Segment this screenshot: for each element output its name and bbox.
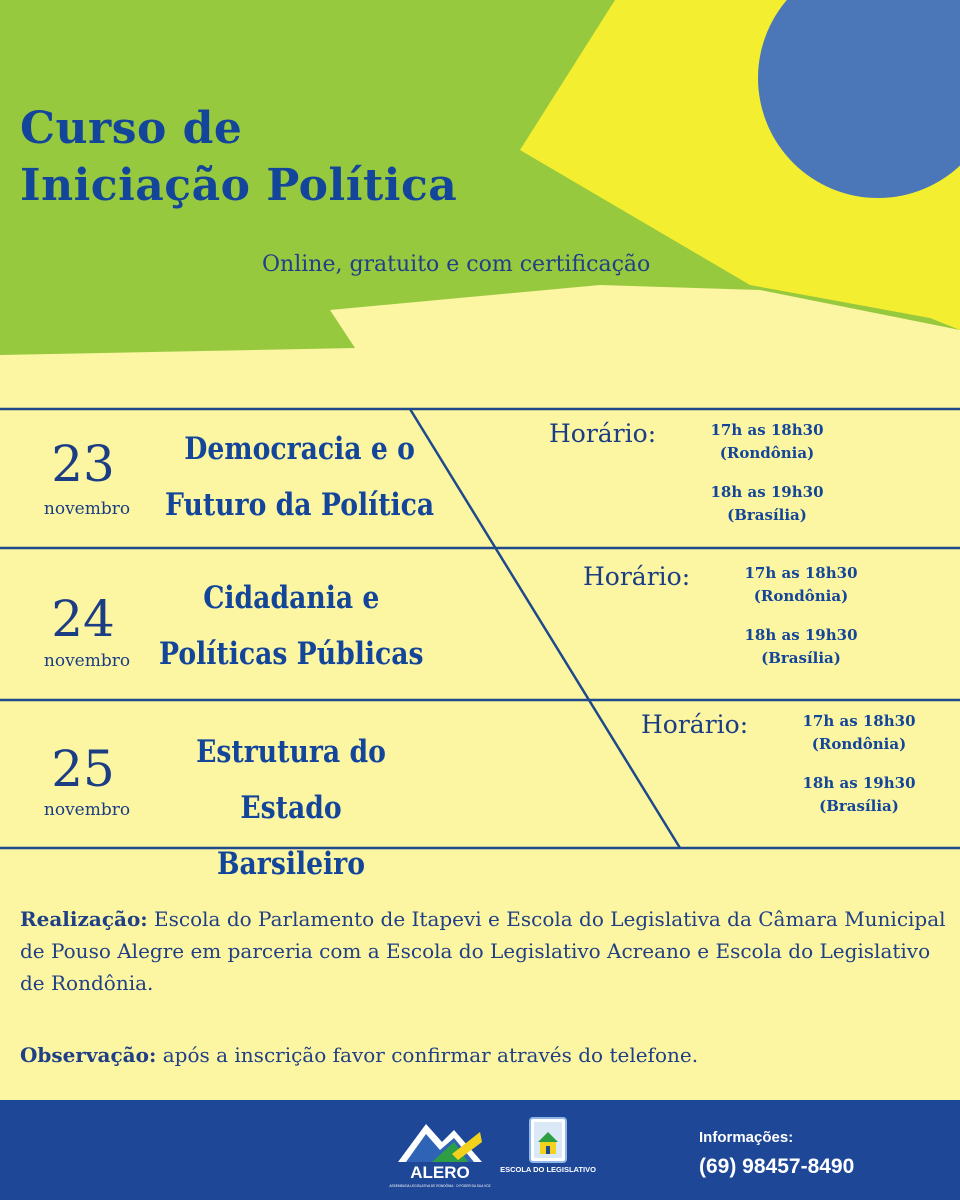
observacao-body: após a inscrição favor confirmar através do telefone. xyxy=(156,1043,699,1067)
session-day: 24 xyxy=(51,590,115,648)
topic-line-1: Cidadania e xyxy=(203,580,380,616)
session-row-2 xyxy=(0,548,960,688)
phone-number[interactable]: (69) 98457-8490 xyxy=(699,1155,855,1178)
session-row-1 xyxy=(0,409,960,549)
session-topic xyxy=(162,724,420,892)
horario-label: Horário: xyxy=(583,562,691,591)
time-zone: (Brasília) xyxy=(819,797,899,815)
topic-line-2: Estado Barsileiro xyxy=(216,790,366,882)
observacao-label: Observação: xyxy=(20,1043,157,1067)
subtitle: Online, gratuito e com certificação xyxy=(262,252,651,277)
session-day: 25 xyxy=(51,740,115,798)
time-brasilia xyxy=(728,624,874,670)
time-zone: (Rondônia) xyxy=(811,735,907,753)
time-zone: (Brasília) xyxy=(727,506,807,524)
session-month: novembro xyxy=(43,499,131,519)
info-label: Informações: xyxy=(699,1129,794,1146)
topic-line-2: Políticas Públicas xyxy=(159,636,424,672)
alero-logo xyxy=(389,1108,491,1194)
time-value: 18h as 19h30 xyxy=(802,774,916,792)
session-row-3 xyxy=(0,700,960,882)
time-rondonia xyxy=(728,562,874,608)
time-value: 18h as 19h30 xyxy=(744,626,858,644)
horario-label: Horário: xyxy=(641,710,749,739)
title-line-1: Curso de xyxy=(20,103,243,154)
session-topic xyxy=(162,421,437,533)
alero-logo-text: ALERO xyxy=(410,1163,470,1182)
time-rondonia xyxy=(694,419,840,465)
session-topic xyxy=(158,570,425,682)
session-month: novembro xyxy=(43,651,131,671)
time-brasilia xyxy=(694,481,840,527)
horario-label: Horário: xyxy=(549,419,657,448)
alero-tagline: ASSEMBLEIA LEGISLATIVA DE RONDÔNIA · O PODER DA SUA VOZ xyxy=(389,1184,491,1188)
page-title xyxy=(20,100,457,214)
topic-line-1: Democracia e o xyxy=(184,431,415,467)
time-brasilia xyxy=(786,772,932,818)
realizacao-body: Escola do Parlamento de Itapevi e Escola do Legislativa da Câmara Municipal de Pouso Alegre em parceria com a Escola do Legislativo Acreano e Escola do Legislativo de Rondônia. xyxy=(20,907,946,995)
time-zone: (Rondônia) xyxy=(753,587,849,605)
time-value: 18h as 19h30 xyxy=(710,483,824,501)
time-value: 17h as 18h30 xyxy=(710,421,824,439)
escola-logo-text: ESCOLA DO LEGISLATIVO xyxy=(500,1165,596,1174)
time-value: 17h as 18h30 xyxy=(802,712,916,730)
time-zone: (Brasília) xyxy=(761,649,841,667)
topic-line-1: Estrutura do xyxy=(196,734,386,770)
time-rondonia xyxy=(786,710,932,756)
escola-legislativo-logo xyxy=(500,1112,596,1194)
session-month: novembro xyxy=(43,800,131,820)
realizacao-label: Realização: xyxy=(20,907,148,931)
topic-line-2: Futuro da Política xyxy=(165,487,435,523)
observacao-text xyxy=(20,1043,950,1067)
realizacao-text xyxy=(20,903,950,999)
time-zone: (Rondônia) xyxy=(719,444,815,462)
time-value: 17h as 18h30 xyxy=(744,564,858,582)
session-day: 23 xyxy=(51,435,115,493)
title-line-2: Iniciação Política xyxy=(20,160,458,212)
